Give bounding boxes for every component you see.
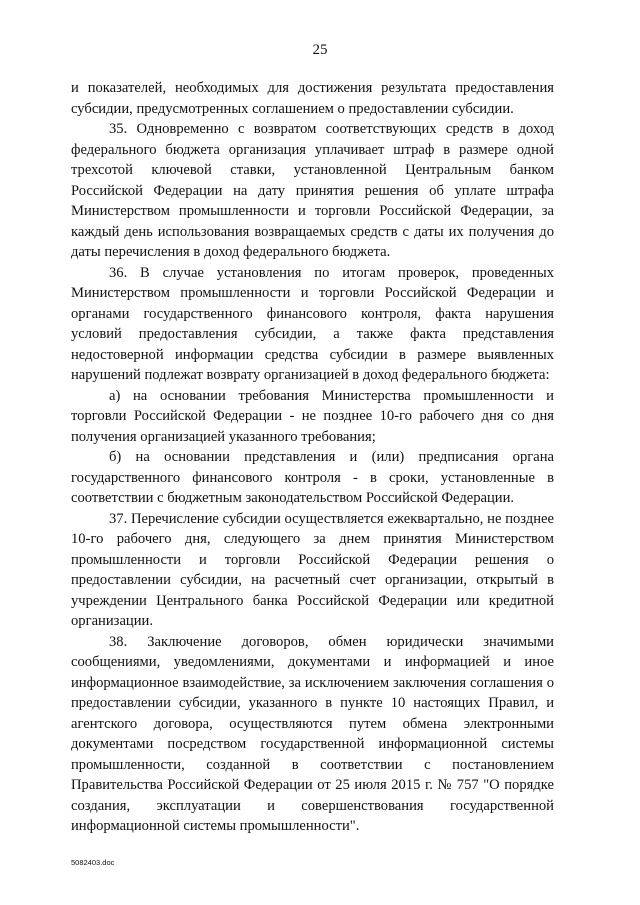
paragraph-36: 36. В случае установления по итогам проверок, проведенных Министерством промышленности и торговли Российской Федерации и органами государственного финансового контроля, факта нарушения условий предоставления субсидии, а также факта представления недостоверной информации средства субсидии в размере выявленных нарушений подлежат возврату организацией в доход федерального бюджета: [71, 264, 554, 383]
page-number: 25 [312, 42, 328, 58]
paragraph-38: 38. Заключение договоров, обмен юридически значимыми сообщениями, уведомлениями, документами и информацией и иное информационное взаимодействие, за исключением заключения соглашения о предоставлении субсидии, указанного в пункте 10 настоящих Правил, и агентского договора, осуществляются путем обмена электронными документами посредством государственной информационной системы промышленности, созданной в соответствии с постановлением Правительства Российской Федерации от 25 июля 2015 г. № 757 "О порядке создания, эксплуатации и совершенствования государственной информационной системы промышленности". [71, 633, 554, 834]
paragraph-35: 35. Одновременно с возвратом соответствующих средств в доход федерального бюджета организация уплачивает штраф в размере одной трехсотой ключевой ставки, установленной Центральным банком Российской Федерации на дату принятия решения об уплате штрафа Министерством промышленности и торговли Российской Федерации, за каждый день использования возвращаемых средств с даты их получения до даты перечисления в доход федерального бюджета. [71, 121, 554, 260]
paragraph-36-a: а) на основании требования Министерства промышленности и торговли Российской Федерации - не позднее 10-го рабочего дня со дня получения организацией указанного требования; [71, 387, 554, 445]
footer-filename: 5082403.doc [71, 858, 115, 867]
paragraph-continuation: и показателей, необходимых для достижения результата предоставления субсидии, предусмотренных соглашением о предоставлении субсидии. [71, 80, 554, 117]
paragraph-36-b: б) на основании представления и (или) предписания органа государственного финансового контроля - в сроки, установленные в соответствии с бюджетным законодательством Российской Федерации. [71, 449, 554, 506]
document-body [71, 78, 554, 837]
paragraph-37: 37. Перечисление субсидии осуществляется ежеквартально, не позднее 10-го рабочего дня, следующего за днем принятия Министерством промышленности и торговли Российской Федерации решения о предоставлении субсидии, на расчетный счет организации, открытый в учреждении Центрального банка Российской Федерации или кредитной организации. [71, 510, 554, 629]
